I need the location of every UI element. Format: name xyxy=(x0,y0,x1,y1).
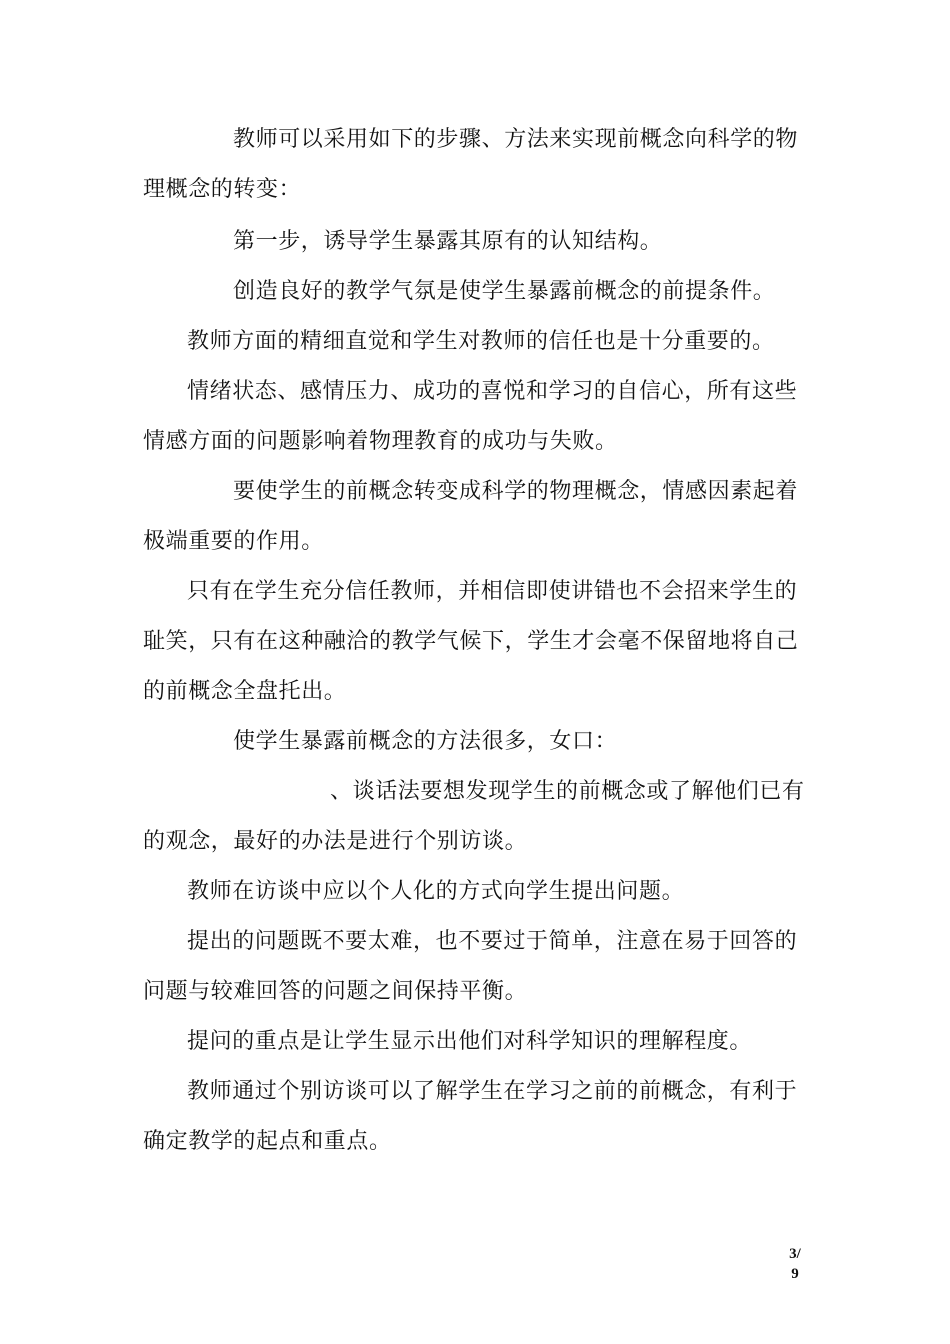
text-line-7: 情感方面的问题影响着物理教育的成功与失败。 xyxy=(143,429,618,454)
text-line-20: 教师通过个别访谈可以了解学生在学习之前的前概念，有利于 xyxy=(187,1079,798,1104)
text-line-11: 耻笑，只有在这种融洽的教学气候下，学生才会毫不保留地将自己 xyxy=(143,629,799,654)
text-line-15: 的观念，最好的办法是进行个别访谈。 xyxy=(143,829,528,854)
text-line-13: 使学生暴露前概念的方法很多，女口： xyxy=(233,729,618,754)
text-line-3: 第一步，诱导学生暴露其原有的认知结构。 xyxy=(233,229,663,254)
text-line-2: 理概念的转变： xyxy=(143,177,302,202)
text-line-18: 问题与较难回答的问题之间保持平衡。 xyxy=(143,979,528,1004)
text-line-5: 教师方面的精细直觉和学生对教师的信任也是十分重要的。 xyxy=(187,329,775,354)
text-line-14: 、谈话法要想发现学生的前概念或了解他们已有 xyxy=(330,779,805,804)
text-line-8: 要使学生的前概念转变成科学的物理概念，情感因素起着 xyxy=(233,479,799,504)
text-line-4: 创造良好的教学气氛是使学生暴露前概念的前提条件。 xyxy=(233,279,776,304)
text-line-1: 教师可以采用如下的步骤、方法来实现前概念向科学的物 xyxy=(233,127,799,152)
text-line-10: 只有在学生充分信任教师，并相信即使讲错也不会招来学生的 xyxy=(187,579,798,604)
text-line-12: 的前概念全盘托出。 xyxy=(143,679,347,704)
text-line-9: 极端重要的作用。 xyxy=(143,529,324,554)
text-line-16: 教师在访谈中应以个人化的方式向学生提出问题。 xyxy=(187,879,685,904)
text-line-6: 情绪状态、感情压力、成功的喜悦和学习的自信心，所有这些 xyxy=(187,379,798,404)
page-number: 3/ 9 xyxy=(789,1246,801,1282)
text-line-21: 确定教学的起点和重点。 xyxy=(143,1129,392,1154)
text-line-19: 提问的重点是让学生显示出他们对科学知识的理解程度。 xyxy=(187,1029,753,1054)
text-line-17: 提出的问题既不要太难，也不要过于简单，注意在易于回答的 xyxy=(187,929,798,954)
